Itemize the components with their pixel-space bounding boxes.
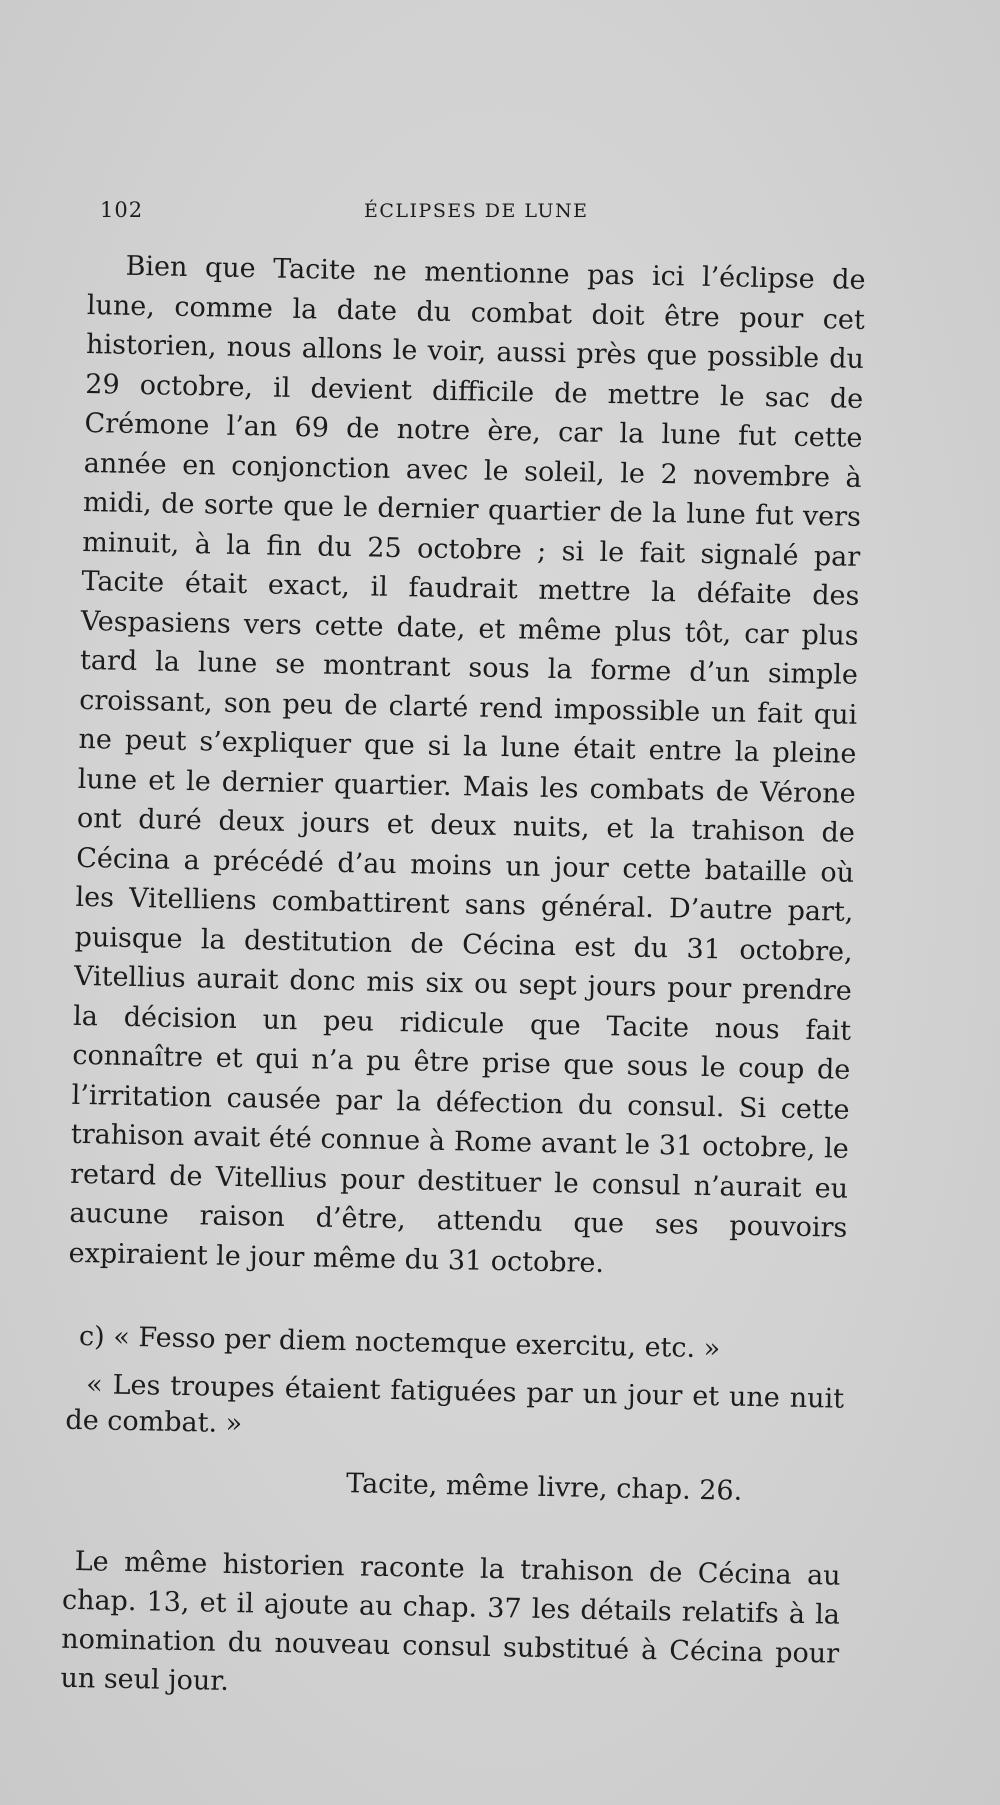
paragraph-1: Bien que Tacite ne mentionne pas ici l’éclipse de lune, comme la date du combat doit être pour cet historien, nous allons le voir, aussi près que possible du 29 octobre, il devient difficile de mettre le sac de Crémone l’an 69 de notre ère, car la lune fut cette année en conjonction avec le soleil, le 2 novembre à midi, de sorte que le dernier quartier de la lune fut vers minuit, à la fin du 25 octobre ; si le fait signalé par Tacite était exact, il faudrait mettre la défaite des Vespasiens vers cette date, et même plus tôt, car plus tard la lune se montrant sous la forme d’un simple croissant, son peu de clarté rend impossible un fait qui ne peut s’expliquer que si la lune était entre la pleine lune et le dernier quartier. Mais les combats de Vérone ont duré deux jours et deux nuits, et la trahison de Cécina a précédé d’au moins un jour cette bataille où les Vitelliens combattirent sans général. D’autre part, puisque la destitution de Cécina est du 31 octobre, Vitellius aurait donc mis six ou sept jours pour prendre la décision un peu ridicule que Tacite nous fait connaître et qui n’a pu être prise que sous le coup de l’irritation causée par la défection du consul. Si cette trahison avait été connue à Rome avant le 31 octobre, le retard de Vitellius pour destituer le consul n’aurait eu aucune raison d’être, attendu que ses pouvoirs expiraient le jour même du 31 octobre. xyxy=(68,250,866,1279)
page-number: 102 xyxy=(100,198,144,222)
latin-quote: c) « Fesso per diem noctemque exercitu, etc. » xyxy=(78,1321,721,1365)
page-header xyxy=(96,198,856,228)
running-head: ÉCLIPSES DE LUNE xyxy=(364,200,589,222)
body-text xyxy=(60,246,866,1713)
paragraph-2: Le même historien raconte la trahison de Cécina au chap. 13, et il ajoute au chap. 37 les détails relatifs à la nomination du nouveau consul substitué à Cécina pour un seul jour. xyxy=(60,1545,841,1697)
french-translation: « Les troupes étaient fatiguées par un jour et une nuit de combat. » xyxy=(65,1368,845,1439)
source-citation: Tacite, même livre, chap. 26. xyxy=(345,1467,743,1507)
